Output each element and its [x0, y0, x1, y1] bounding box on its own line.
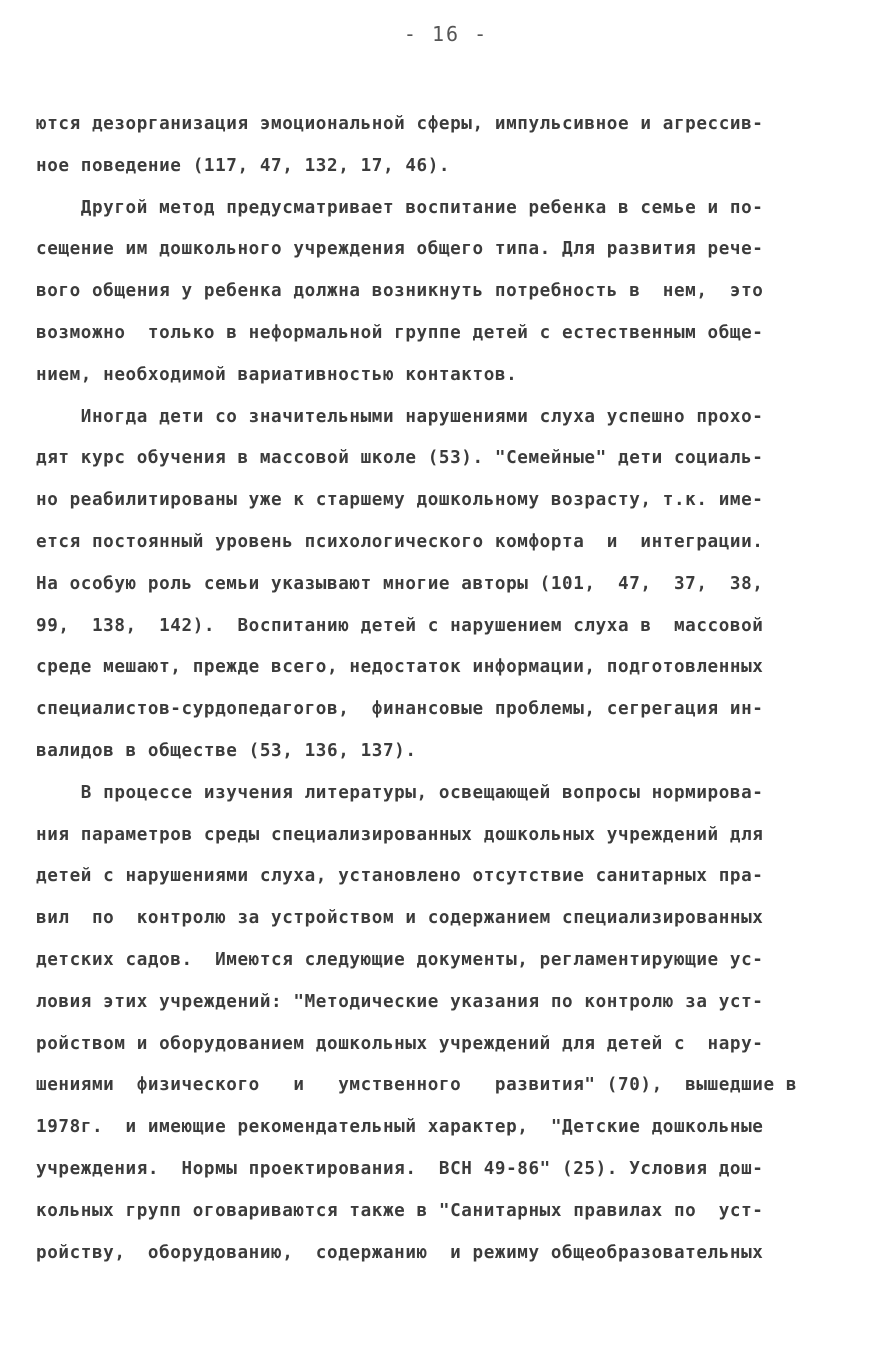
text-line: В процессе изучения литературы, освещающей вопросы нормирова- [36, 782, 764, 803]
page-number: - 16 - [403, 22, 489, 46]
text-line: детей с нарушениями слуха, установлено отсутствие санитарных пра- [36, 866, 764, 887]
text-line: 99, 138, 142). Воспитанию детей с нарушением слуха в массовой [36, 615, 764, 636]
text-line: ное поведение (117, 47, 132, 17, 46). [36, 155, 451, 176]
text-line: 1978г. и имеющие рекомендательный характер, "Детские дошкольные [36, 1117, 764, 1138]
text-line: возможно только в неформальной группе детей с естественным обще- [36, 322, 764, 343]
text-line: Иногда дети со значительными нарушениями слуха успешно прохо- [36, 406, 764, 427]
text-line: ется постоянный уровень психологического комфорта и интеграции. [36, 531, 764, 552]
text-line: но реабилитированы уже к старшему дошкольному возрасту, т.к. име- [36, 490, 764, 511]
text-line: ловия этих учреждений: "Методические указания по контролю за уст- [36, 991, 764, 1012]
text-line: На особую роль семьи указывают многие авторы (101, 47, 37, 38, [36, 573, 764, 594]
text-line: детских садов. Имеются следующие документы, регламентирующие ус- [36, 949, 764, 970]
text-line: ния параметров среды специализированных дошкольных учреждений для [36, 824, 764, 845]
text-line: ройством и оборудованием дошкольных учреждений для детей с нару- [36, 1033, 764, 1054]
text-line: нием, необходимой вариативностью контактов. [36, 364, 518, 385]
text-line: ройству, оборудованию, содержанию и режиму общеобразовательных [36, 1242, 764, 1263]
text-line: среде мешают, прежде всего, недостаток информации, подготовленных [36, 657, 764, 678]
text-line: ются дезорганизация эмоциональной сферы, импульсивное и агрессив- [36, 114, 764, 134]
text-line: специалистов-сурдопедагогов, финансовые проблемы, сегрегация ин- [36, 699, 764, 720]
text-line: вого общения у ребенка должна возникнуть потребность в нем, это [36, 281, 764, 302]
text-line: кольных групп оговариваются также в "Санитарных правилах по уст- [36, 1200, 764, 1221]
body-text [36, 104, 856, 1274]
text-line: Другой метод предусматривает воспитание ребенка в семье и по- [36, 197, 764, 218]
text-line: валидов в обществе (53, 136, 137). [36, 740, 417, 761]
text-line: дят курс обучения в массовой школе (53). "Семейные" дети социаль- [36, 448, 764, 469]
text-line: вил по контролю за устройством и содержанием специализированных [36, 908, 764, 929]
text-line: сещение им дошкольного учреждения общего типа. Для развития рече- [36, 239, 764, 260]
text-line: учреждения. Нормы проектирования. ВСН 49-86" (25). Условия дош- [36, 1158, 764, 1179]
text-line: шениями физического и умственного развития" (70), вышедшие в [36, 1075, 798, 1096]
